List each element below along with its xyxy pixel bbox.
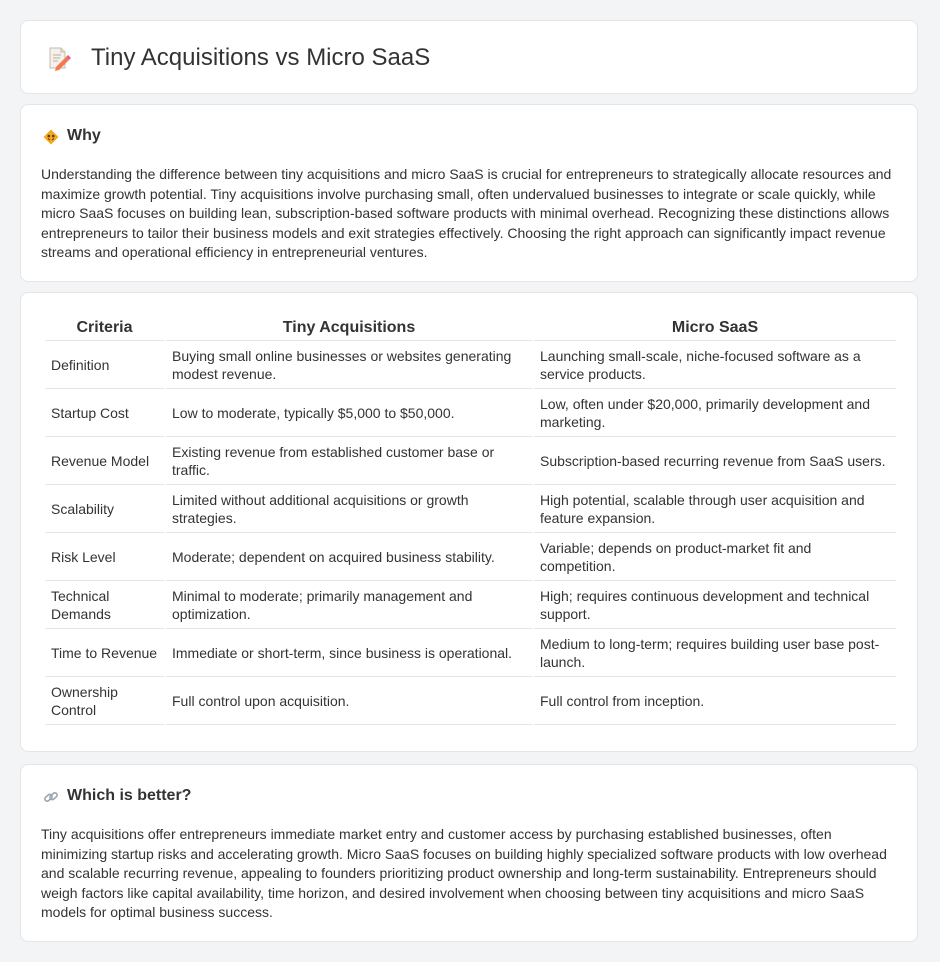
page-title: Tiny Acquisitions vs Micro SaaS — [91, 44, 431, 71]
table-header-row — [45, 315, 896, 341]
why-heading: Why — [67, 127, 101, 144]
tiny-acquisitions-cell: Minimal to moderate; primarily management and optimization. — [166, 581, 532, 629]
comparison-table — [43, 315, 898, 725]
criteria-cell: Ownership Control — [45, 677, 164, 725]
table-row — [45, 581, 896, 629]
document-pencil-icon — [45, 45, 71, 71]
tiny-acquisitions-cell: Full control upon acquisition. — [166, 677, 532, 725]
tiny-acquisitions-cell: Existing revenue from established customer base or traffic. — [166, 437, 532, 485]
table-row — [45, 533, 896, 581]
micro-saas-cell: Full control from inception. — [534, 677, 896, 725]
criteria-cell: Technical Demands — [45, 581, 164, 629]
micro-saas-cell: Low, often under $20,000, primarily development and marketing. — [534, 389, 896, 437]
header-micro-saas: Micro SaaS — [534, 315, 896, 341]
table-row — [45, 485, 896, 533]
criteria-cell: Risk Level — [45, 533, 164, 581]
tiny-acquisitions-cell: Immediate or short-term, since business is operational. — [166, 629, 532, 677]
tiny-acquisitions-cell: Buying small online businesses or websites generating modest revenue. — [166, 341, 532, 389]
link-icon — [43, 789, 59, 805]
comparison-card — [20, 292, 918, 752]
table-row — [45, 437, 896, 485]
criteria-cell: Scalability — [45, 485, 164, 533]
micro-saas-cell: Launching small-scale, niche-focused software as a service products. — [534, 341, 896, 389]
why-section — [20, 104, 918, 282]
micro-saas-cell: High; requires continuous development and technical support. — [534, 581, 896, 629]
header-criteria: Criteria — [45, 315, 164, 341]
table-row — [45, 341, 896, 389]
tiny-acquisitions-cell: Limited without additional acquisitions or growth strategies. — [166, 485, 532, 533]
which-text: Tiny acquisitions offer entrepreneurs immediate market entry and customer access by purchasing established businesses, often minimizing startup risks and accelerating growth. Micro SaaS focuses on building highly specialized software products with low overhead and scalable recurring revenue, appealing to founders prioritizing product ownership and long-term sustainability. Entrepreneurs should weigh factors like capital availability, time horizon, and desired involvement when choosing between tiny acquisitions and micro SaaS models for optimal business success. — [41, 826, 887, 920]
which-section — [20, 764, 918, 942]
header-tiny-acquisitions: Tiny Acquisitions — [166, 315, 532, 341]
table-row — [45, 629, 896, 677]
tiny-acquisitions-cell: Low to moderate, typically $5,000 to $50,000. — [166, 389, 532, 437]
criteria-cell: Definition — [45, 341, 164, 389]
tiny-acquisitions-cell: Moderate; dependent on acquired business stability. — [166, 533, 532, 581]
which-heading: Which is better? — [67, 787, 192, 804]
criteria-cell: Startup Cost — [45, 389, 164, 437]
diamond-sign-icon — [43, 129, 59, 145]
micro-saas-cell: Medium to long-term; requires building user base post-launch. — [534, 629, 896, 677]
table-row — [45, 389, 896, 437]
micro-saas-cell: Variable; depends on product-market fit and competition. — [534, 533, 896, 581]
criteria-cell: Time to Revenue — [45, 629, 164, 677]
table-row — [45, 677, 896, 725]
why-text: Understanding the difference between tiny acquisitions and micro SaaS is crucial for entrepreneurs to strategically allocate resources and maximize growth potential. Tiny acquisitions involve purchasing small, often undervalued businesses to integrate or scale quickly, while micro SaaS focuses on building lean, subscription-based software products with minimal overhead. Recognizing these distinctions allows entrepreneurs to tailor their business models and exit strategies effectively. Choosing the right approach can significantly impact revenue streams and operational efficiency in entrepreneurial ventures. — [41, 166, 892, 260]
criteria-cell: Revenue Model — [45, 437, 164, 485]
micro-saas-cell: Subscription-based recurring revenue from SaaS users. — [534, 437, 896, 485]
micro-saas-cell: High potential, scalable through user acquisition and feature expansion. — [534, 485, 896, 533]
header-card — [20, 20, 918, 94]
